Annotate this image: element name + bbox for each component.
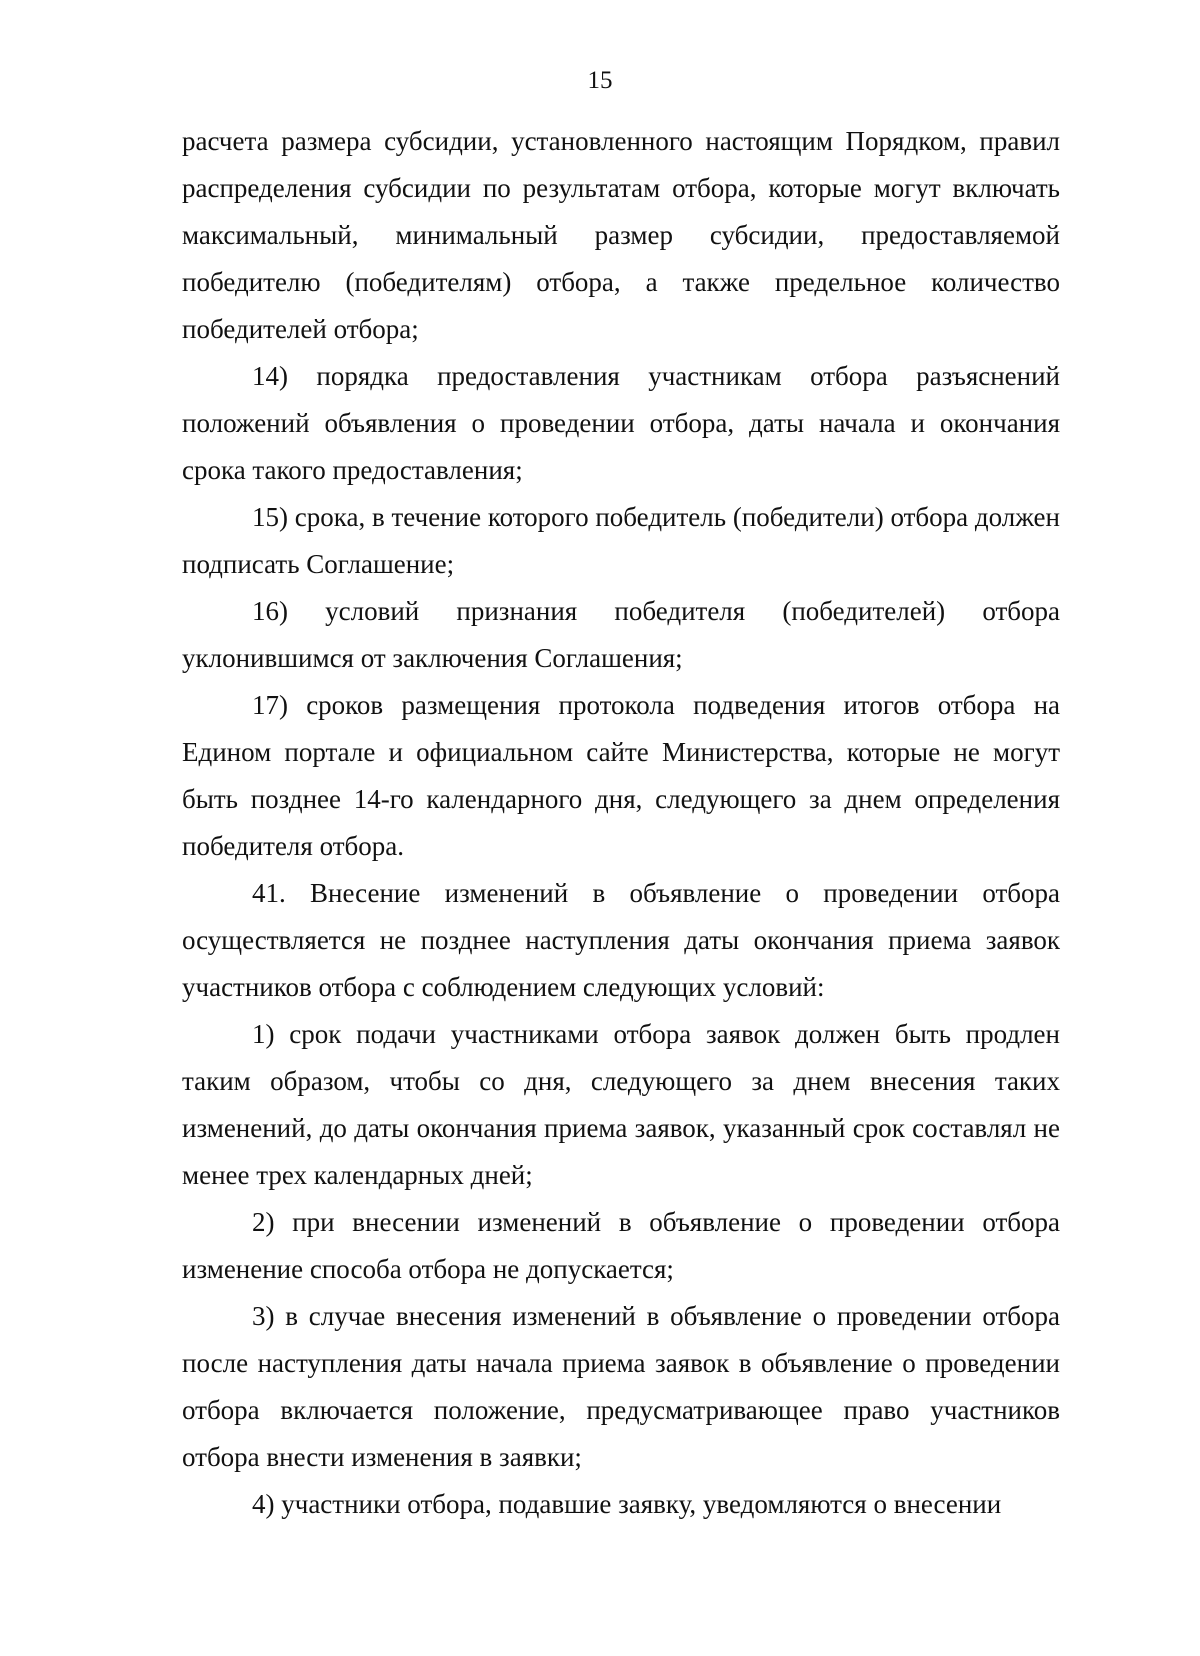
document-body xyxy=(182,118,1060,1528)
paragraph-condition-2: 2) при внесении изменений в объявление о проведении отбора изменение способа отбора не допускается; xyxy=(182,1207,1060,1284)
page-number: 15 xyxy=(587,67,613,94)
paragraph-condition-3: 3) в случае внесения изменений в объявление о проведении отбора после наступления даты начала приема заявок в объявление о проведении отбора включается положение, предусматривающее право участников отбора внести изменения в заявки; xyxy=(182,1301,1060,1472)
paragraph-item-15: 15) срока, в течение которого победитель (победители) отбора должен подписать Соглашение; xyxy=(182,502,1060,579)
paragraph-condition-4: 4) участники отбора, подавшие заявку, уведомляются о внесении xyxy=(252,1489,1002,1519)
paragraph-condition-1: 1) срок подачи участниками отбора заявок должен быть продлен таким образом, чтобы со дня, следующего за днем внесения таких изменений, до даты окончания приема заявок, указанный срок составлял не менее трех календарных дней; xyxy=(182,1019,1060,1190)
paragraph-subsidy-calculation: расчета размера субсидии, установленного настоящим Порядком, правил распределения субсидии по результатам отбора, которые могут включать максимальный, минимальный размер субсидии, предоставляемой победителю (победителям) отбора, а также предельное количество победителей отбора; xyxy=(182,126,1060,344)
paragraph-item-14: 14) порядка предоставления участникам отбора разъяснений положений объявления о проведении отбора, даты начала и окончания срока такого предоставления; xyxy=(182,361,1060,485)
paragraph-section-41: 41. Внесение изменений в объявление о проведении отбора осуществляется не позднее наступления даты окончания приема заявок участников отбора с соблюдением следующих условий: xyxy=(182,878,1060,1002)
paragraph-item-16: 16) условий признания победителя (победителей) отбора уклонившимся от заключения Соглашения; xyxy=(182,596,1060,673)
paragraph-item-17: 17) сроков размещения протокола подведения итогов отбора на Едином портале и официальном сайте Министерства, которые не могут быть позднее 14-го календарного дня, следующего за днем определения победителя отбора. xyxy=(182,690,1060,861)
